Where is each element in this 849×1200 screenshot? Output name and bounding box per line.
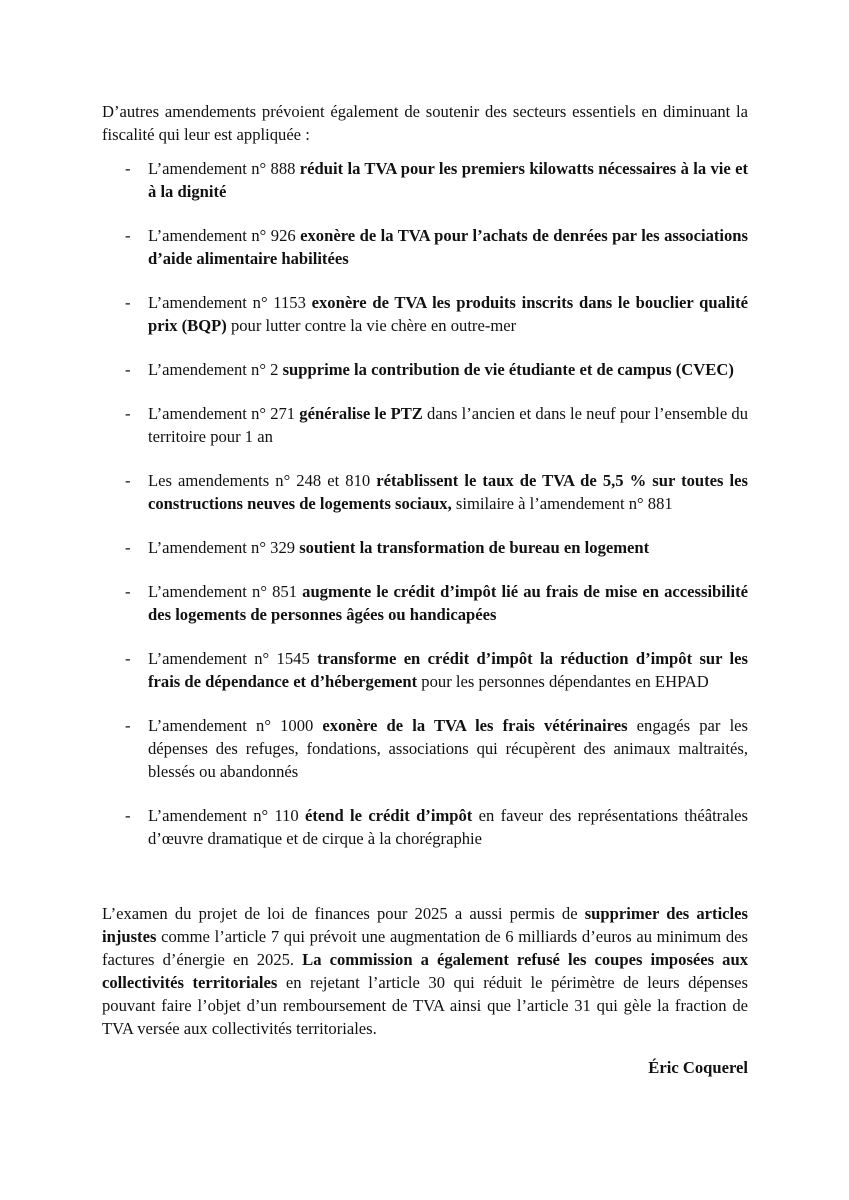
list-item — [102, 536, 748, 559]
item-lead-text: Les amendements n° 248 et 810 — [148, 471, 377, 490]
bullet-dash: - — [125, 716, 131, 735]
item-lead-text: L’amendement n° 926 — [148, 226, 301, 245]
list-item — [102, 402, 748, 448]
item-lead-text: L’amendement n° 1153 — [148, 293, 312, 312]
item-lead-text: L’amendement n° 271 — [148, 404, 300, 423]
item-lead-text: L’amendement n° 888 — [148, 159, 300, 178]
item-tail-text: pour les personnes dépendantes en EHPAD — [417, 672, 709, 691]
bullet-dash: - — [125, 293, 131, 312]
item-lead-text: L’amendement n° 329 — [148, 538, 300, 557]
closing-bold-text: supprimer des articles injustes — [102, 904, 748, 946]
item-bold-text: exonère de TVA les produits inscrits dans le bouclier qualité prix (BQP) — [148, 293, 748, 335]
closing-text: en rejetant l’article 30 qui réduit le périmètre de leurs dépenses pouvant faire l’objet d’un remboursement de TVA ainsi que l’article 31 qui gèle la fraction de TVA versée aux collectivités territoriales. — [102, 973, 748, 1038]
item-bold-text: rétablissent le taux de TVA de 5,5 % sur toutes les constructions neuves de logements sociaux, — [148, 471, 748, 513]
bullet-dash: - — [125, 471, 131, 490]
item-bold-text: réduit la TVA pour les premiers kilowatts nécessaires à la vie et à la dignité — [148, 159, 749, 201]
list-item — [102, 291, 748, 337]
bullet-dash: - — [125, 360, 131, 379]
item-tail-text: similaire à l’amendement n° 881 — [451, 494, 673, 513]
item-lead-text: L’amendement n° 2 — [148, 360, 283, 379]
item-lead-text: L’amendement n° 1545 — [148, 649, 318, 668]
item-bold-text: étend le crédit d’impôt — [305, 806, 473, 825]
item-bold-text: exonère de la TVA les frais vétérinaires — [322, 716, 628, 735]
bullet-dash: - — [125, 159, 131, 178]
list-item — [102, 358, 748, 381]
list-item — [102, 469, 748, 515]
list-item — [102, 804, 748, 850]
item-lead-text: L’amendement n° 1000 — [148, 716, 323, 735]
item-bold-text: transforme en crédit d’impôt la réduction d’impôt sur les frais de dépendance et d’hébergement — [148, 649, 748, 691]
list-item — [102, 647, 748, 693]
bullet-dash: - — [125, 806, 131, 825]
closing-bold-text: La commission a également refusé les coupes imposées aux collectivités territoriales — [102, 950, 748, 992]
closing-paragraph — [102, 902, 748, 1040]
bullet-dash: - — [125, 649, 131, 668]
amendment-list — [102, 157, 748, 850]
closing-text: L’examen du projet de loi de finances pour 2025 a aussi permis de — [102, 904, 585, 923]
item-tail-text: dans l’ancien et dans le neuf pour l’ensemble du territoire pour 1 an — [148, 404, 748, 446]
signature: Éric Coquerel — [648, 1058, 748, 1077]
list-item — [102, 157, 748, 203]
item-bold-text: augmente le crédit d’impôt lié au frais de mise en accessibilité des logements de personnes âgées ou handicapées — [148, 582, 749, 624]
bullet-dash: - — [125, 226, 131, 245]
bullet-dash: - — [125, 538, 131, 557]
item-bold-text: généralise le PTZ — [299, 404, 423, 423]
intro-paragraph: D’autres amendements prévoient également de soutenir des secteurs essentiels en diminuant la fiscalité qui leur est appliquée : — [102, 102, 748, 144]
bullet-dash: - — [125, 404, 131, 423]
list-item — [102, 224, 748, 270]
item-lead-text: L’amendement n° 110 — [148, 806, 306, 825]
item-tail-text: en faveur des représentations théâtrales d’œuvre dramatique et de cirque à la chorégraphie — [148, 806, 748, 848]
item-bold-text: exonère de la TVA pour l’achats de denrées par les associations d’aide alimentaire habilitées — [148, 226, 748, 268]
list-item — [102, 714, 748, 783]
list-item — [102, 580, 748, 626]
item-tail-text: pour lutter contre la vie chère en outre-mer — [226, 316, 517, 335]
item-lead-text: L’amendement n° 851 — [148, 582, 303, 601]
item-bold-text: supprime la contribution de vie étudiante et de campus (CVEC) — [282, 360, 734, 379]
bullet-dash: - — [125, 582, 131, 601]
closing-text: comme l’article 7 qui prévoit une augmentation de 6 milliards d’euros au minimum des factures d’énergie en 2025. — [102, 927, 748, 969]
item-tail-text: engagés par les dépenses des refuges, fondations, associations qui récupèrent des animaux maltraités, blessés ou abandonnés — [148, 716, 748, 781]
item-bold-text: soutient la transformation de bureau en logement — [299, 538, 650, 557]
